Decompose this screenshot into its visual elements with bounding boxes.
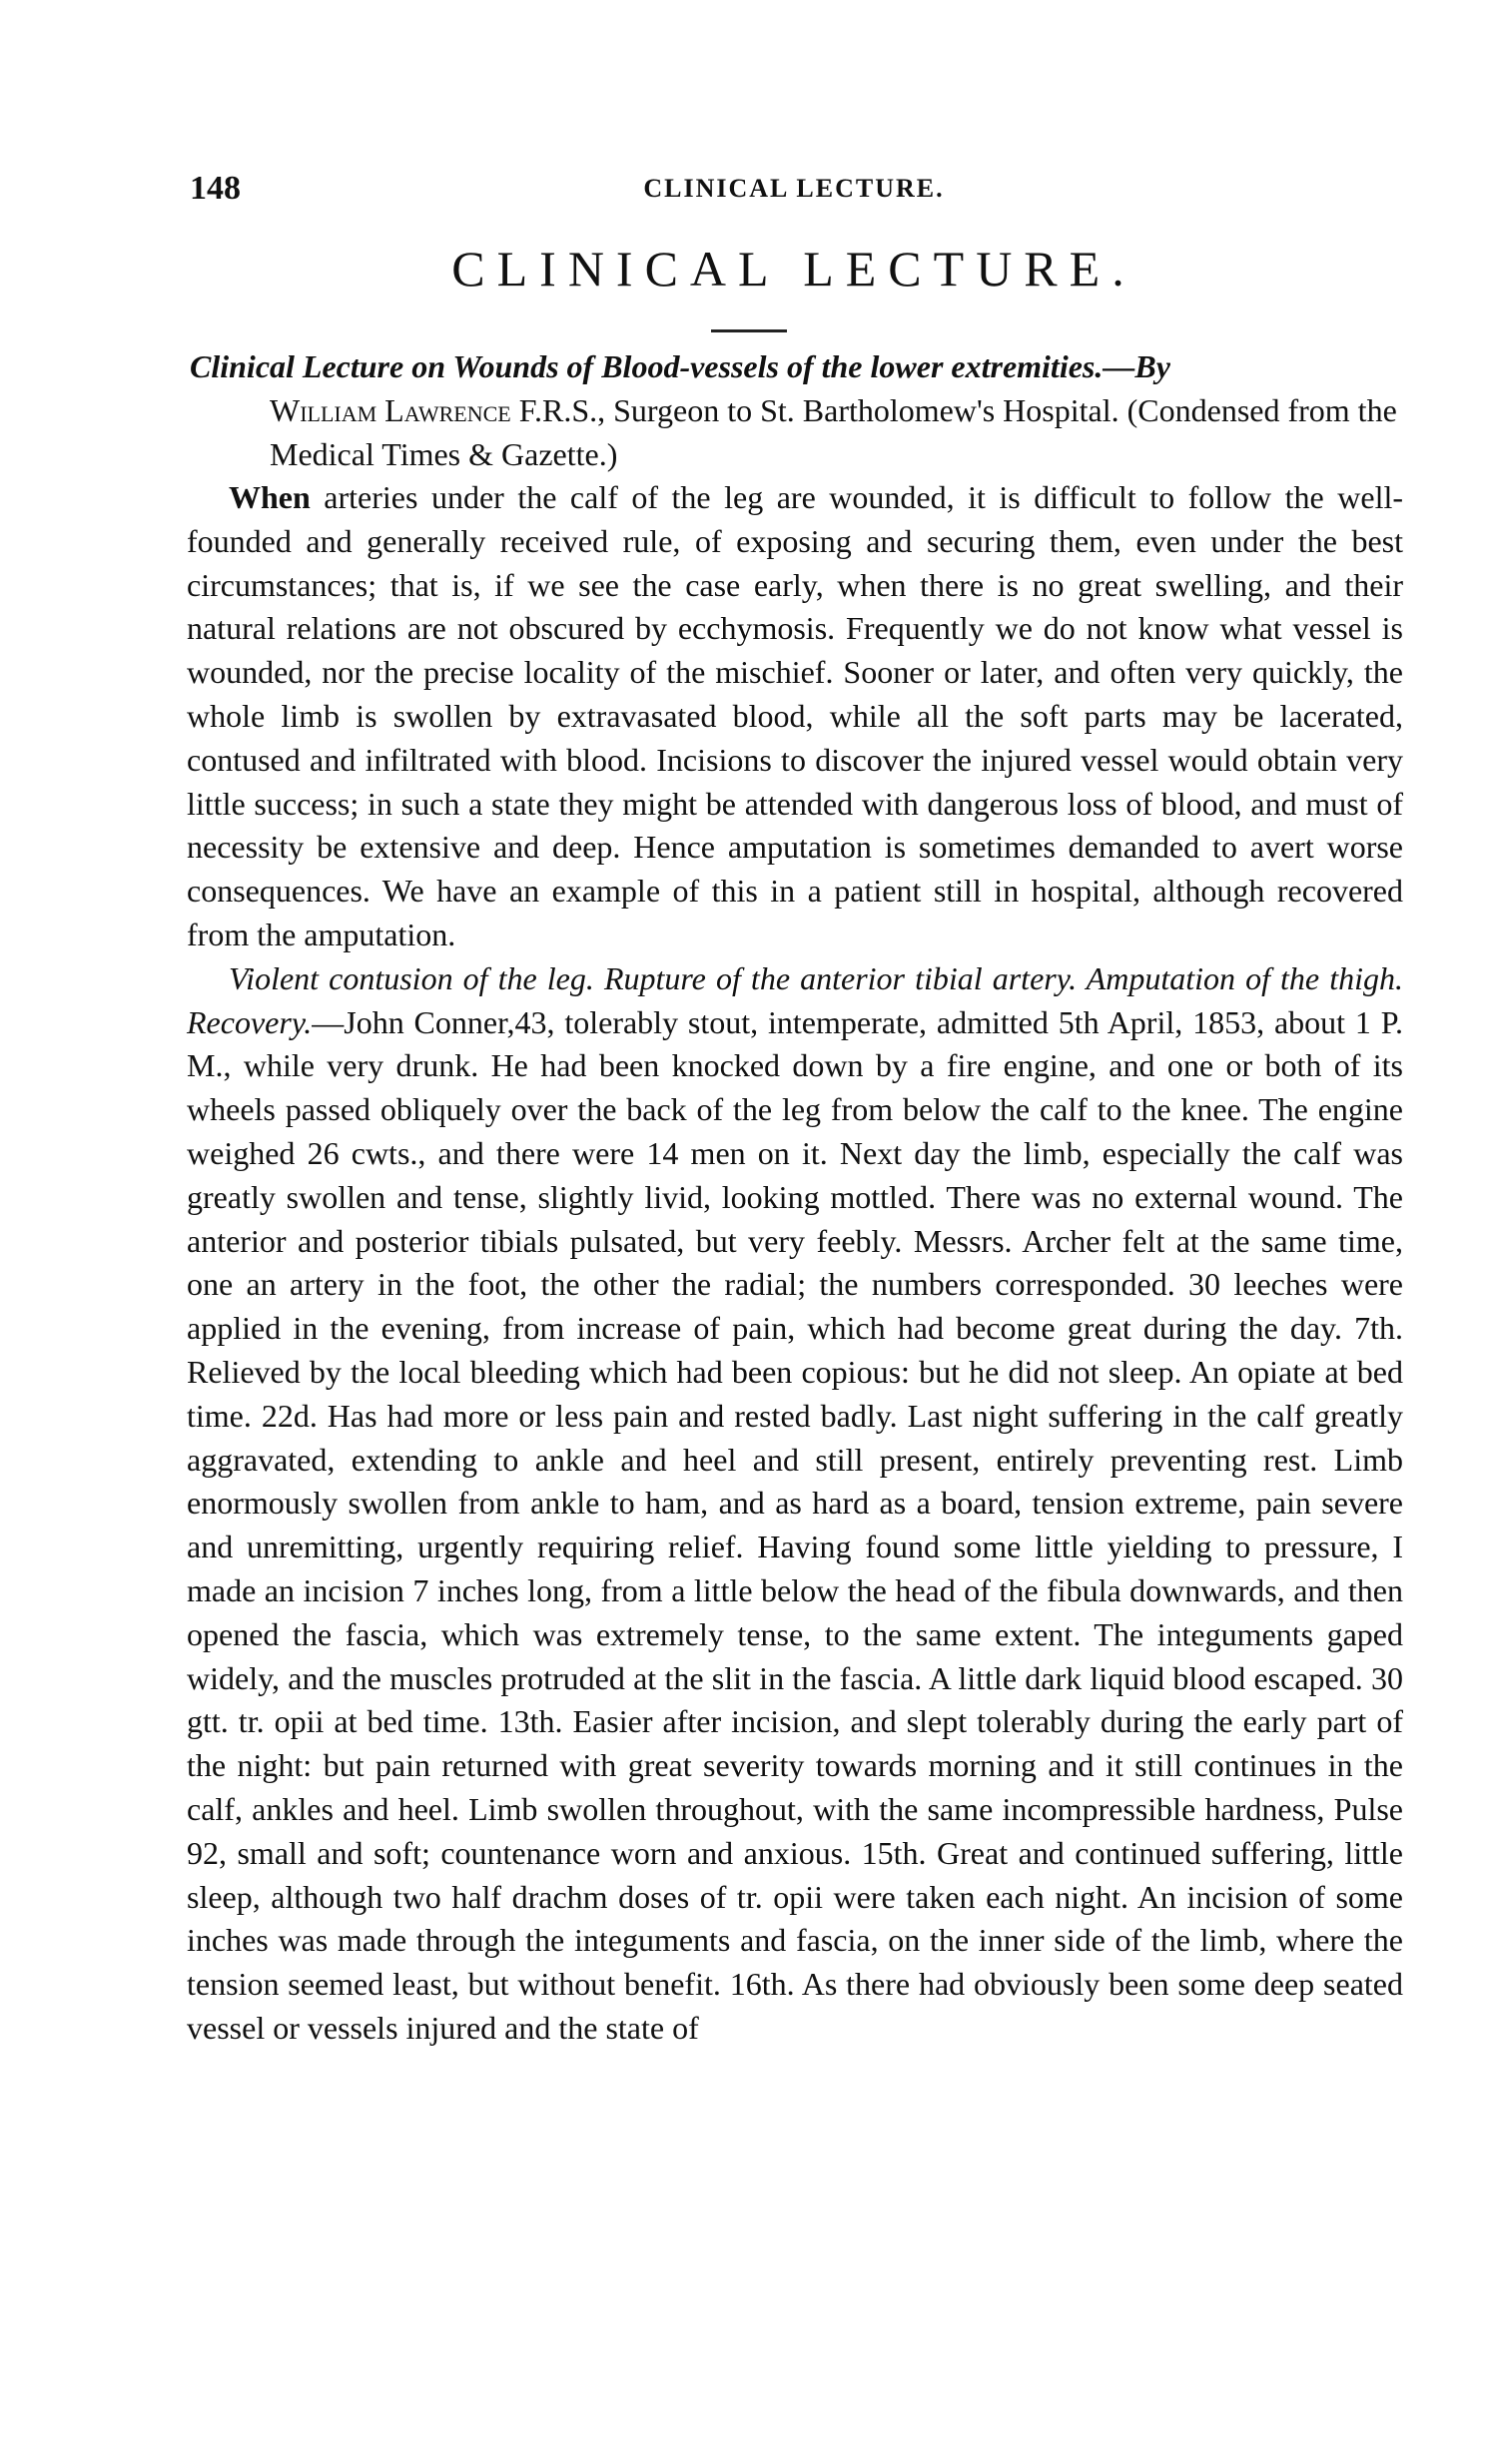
article-body <box>187 476 1403 2051</box>
paragraph <box>187 476 1403 957</box>
paragraph-text: —John Conner,43, tolerably stout, intemperate, admitted 5th April, 1853, about 1 P. M., while very drunk. He had been knocked down by a fire engine, and one or both of its wheels passed obliquely over the back of the leg from below the calf to the knee. The engine weighed 26 cwts., and there were 14 men on it. Next day the limb, especially the calf was greatly swollen and tense, slightly livid, looking mottled. There was no external wound. The anterior and posterior tibials pulsated, but very feebly. Messrs. Archer felt at the same time, one an artery in the foot, the other the radial; the numbers corresponded. 30 leeches were applied in the evening, from increase of pain, which had become great during the day. 7th. Relieved by the local bleeding which had been copious: but he did not sleep. An opiate at bed time. 22d. Has had more or less pain and rested badly. Last night suffering in the calf greatly aggravated, extending to ankle and heel and still present, entirely preventing rest. Limb enormously swollen from ankle to ham, and as hard as a board, tension extreme, pain severe and unremitting, urgently requiring relief. Having found some little yielding to pressure, I made an incision 7 inches long, from a little below the head of the fibula downwards, and then opened the fascia, which was extremely tense, to the same extent. The integuments gaped widely, and the muscles protruded at the slit in the fascia. A little dark liquid blood escaped. 30 gtt. tr. opii at bed time. 13th. Easier after incision, and slept tolerably during the early part of the night: but pain returned with great severity towards morning and it still continues in the calf, ankles and heel. Limb swollen throughout, with the same incompressible hardness, Pulse 92, small and soft; countenance worn and anxious. 15th. Great and continued suffering, little sleep, although two half drachm doses of tr. opii were taken each night. An incision of some inches was made through the integuments and fascia, on the inner side of the limb, where the tension seemed least, but without benefit. 16th. As there had obviously been some deep seated vessel or vessels injured and the state of <box>187 1003 1403 2046</box>
case-caption: Violent contusion of the leg. Rupture of the anterior tibial artery. Amputation of the thigh. Recovery. <box>187 959 1403 1040</box>
running-head <box>190 170 1398 214</box>
running-title: CLINICAL LECTURE. <box>643 174 945 203</box>
lecture-heading <box>190 344 1402 476</box>
lecture-title: Clinical Lecture on Wounds of Blood-vessels of the lower extremities.—By <box>190 348 1170 384</box>
paragraph <box>187 957 1403 2051</box>
title-rule-divider <box>711 329 787 332</box>
author-credentials: F.R.S., Surgeon to St. Bartholomew's Hospital. <box>518 392 1119 428</box>
page-title: CLINICAL LECTURE. <box>451 241 1136 297</box>
paragraph-text: arteries under the calf of the leg are wounded, it is difficult to follow the well-founded and generally received rule, of exposing and securing them, even under the best circumstances; that is, if we see the case early, when there is no great swelling, and their natural relations are not obscured by ecchymosis. Frequently we do not know what vessel is wounded, nor the precise locality of the mischief. Sooner or later, and often very quickly, the whole limb is swollen by extravasated blood, while all the soft parts may be lacerated, contused and infiltrated with blood. Incisions to discover the injured vessel would obtain very little success; in such a state they might be attended with dangerous loss of blood, and must of necessity be extensive and deep. Hence amputation is sometimes demanded to avert worse consequences. We have an example of this in a patient still in hospital, although recovered from the amputation. <box>187 479 1403 952</box>
author-name: William Lawrence <box>270 392 511 428</box>
source-note: (Condensed from the Medical Times & Gazette.) <box>270 392 1397 472</box>
lecture-byline <box>190 388 1402 476</box>
page-number: 148 <box>190 170 241 207</box>
paragraph-lead-word: When <box>229 479 311 515</box>
